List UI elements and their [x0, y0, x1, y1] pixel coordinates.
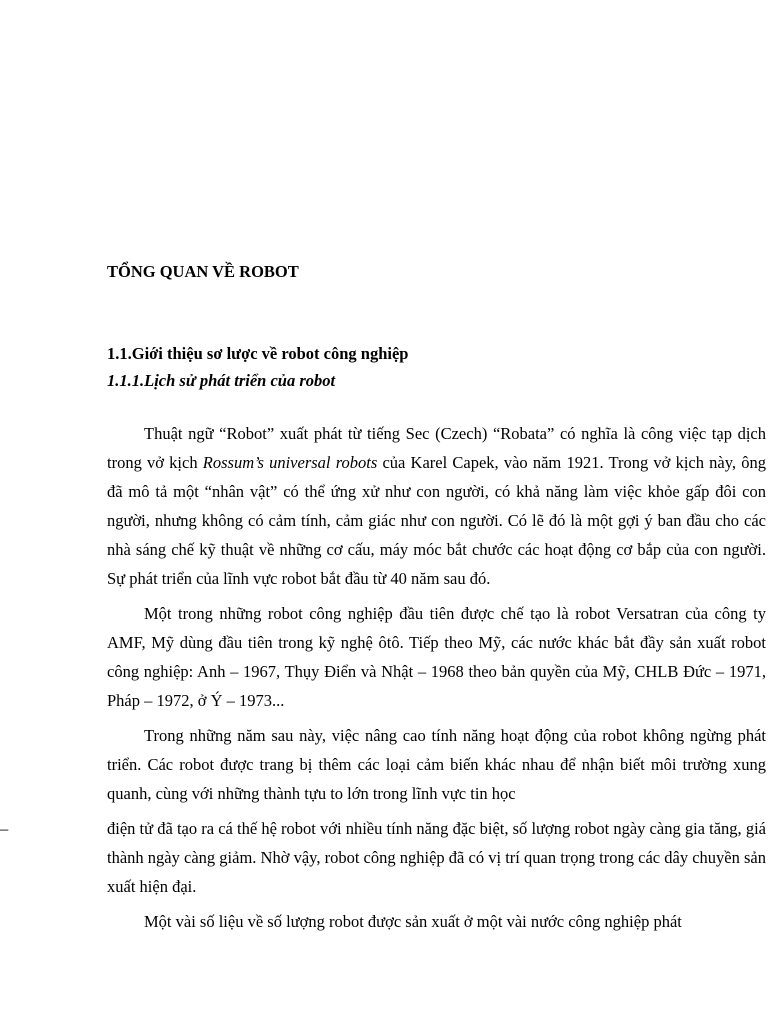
paragraph-statistics: [107, 907, 766, 936]
paragraph-text: Một trong những robot công nghiệp đầu tiên được chế tạo là robot Versatran của công ty AMF, Mỹ dùng đầu tiên trong kỹ nghệ ôtô. Tiếp theo Mỹ, các nước khác bắt đầy sản xuất robot công nghiệp: Anh – 1967, Thụy Điển và Nhật – 1968 theo bản quyền của Mỹ, CHLB Đức – 1971, Pháp – 1972, ở Ý – 1973...: [107, 604, 766, 710]
dash-mark: –: [0, 819, 9, 838]
subsection-title: 1.1.1.Lịch sử phát triển của robot: [107, 371, 336, 390]
body-text: [0, 419, 766, 942]
chapter-title: TỔNG QUAN VỀ ROBOT: [107, 262, 299, 281]
paragraph-development: [107, 721, 766, 808]
paragraph-text: Trong những năm sau này, việc nâng cao tính năng hoạt động của robot không ngừng phát triển. Các robot được trang bị thêm các loại cảm biến khác nhau để nhận biết môi trường xung quanh, cùng với những thành tựu to lớn trong lĩnh vực tin học: [107, 726, 766, 803]
paragraph-first-robots: [107, 599, 766, 715]
paragraph-text: Thuật ngữ “Robot” xuất phát từ tiếng Sec (Czech) “Robata” có nghĩa là công việc tạp dịch trong vở kịch: [107, 424, 766, 472]
paragraph-robot-term: [107, 419, 766, 593]
section-title: 1.1.Giới thiệu sơ lược về robot công nghiệp: [107, 344, 409, 363]
paragraph-text: Một vài số liệu về số lượng robot được sản xuất ở một vài nước công nghiệp phát: [144, 912, 682, 931]
paragraph-text: điện tử đã tạo ra cá thế hệ robot với nhiều tính năng đặc biệt, số lượng robot ngày càng gia tăng, giá thành ngày càng giảm. Nhờ vậy, robot công nghiệp đã có vị trí quan trọng trong các dây chuyền sản xuất hiện đại.: [107, 819, 766, 896]
paragraph-text: của Karel Capek, vào năm 1921. Trong vở kịch này, ông đã mô tả một “nhân vật” có thể ứng xử như con người, có khả năng làm việc khỏe gấp đôi con người, nhưng không có cảm tính, cảm giác như con người. Có lẽ đó là một gợi ý ban đầu cho các nhà sáng chế kỹ thuật về những cơ cấu, máy móc bắt chước các hoạt động cơ bắp của con người. Sự phát triển của lĩnh vực robot bắt đầu từ 40 năm sau đó.: [107, 453, 766, 588]
paragraph-electronics: [0, 814, 766, 901]
play-title: Rossum’s universal robots: [202, 453, 378, 472]
